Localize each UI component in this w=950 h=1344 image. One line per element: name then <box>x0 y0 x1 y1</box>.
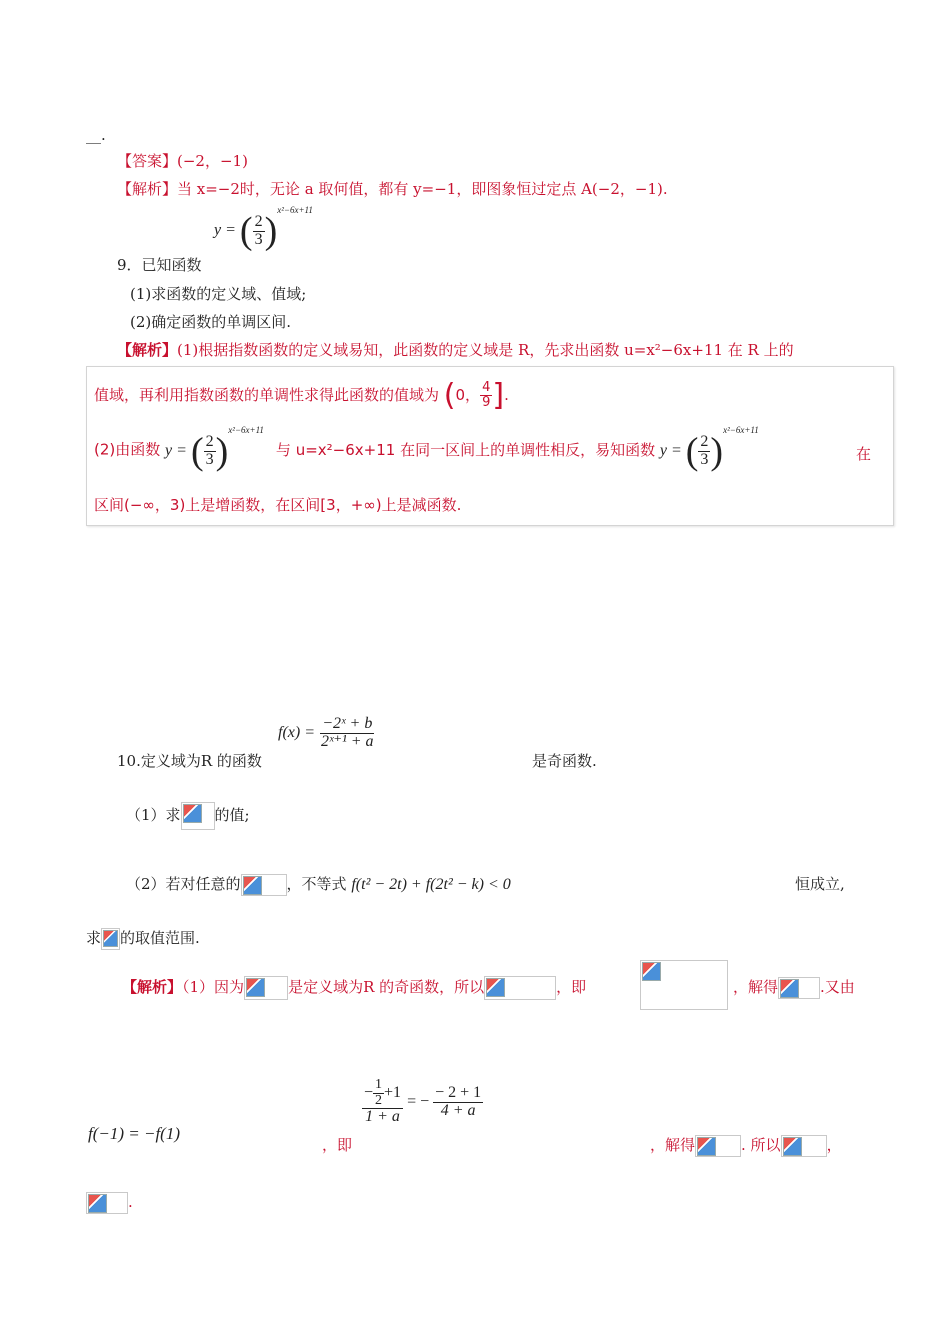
eq-neg: = − <box>407 1092 430 1110</box>
an-i: ， <box>826 1136 842 1154</box>
broken-image-icon <box>778 977 820 999</box>
an-c: ，即 <box>556 978 587 996</box>
q9-stem: 9．已知函数 <box>117 256 202 274</box>
q10-part1 <box>126 802 250 830</box>
analysis-text: 当 x=−2时，无论 a 取何值，都有 y=−1，即图象恒过定点 A(−2，−1). <box>177 180 668 198</box>
part2-d-b: 的取值范围. <box>120 929 200 947</box>
fx-num: −2ˣ + b <box>322 715 373 732</box>
lhs-post: +1 <box>384 1083 402 1101</box>
part2-b: ，不等式 <box>286 875 347 893</box>
broken-image-icon <box>181 802 215 830</box>
an-e: .又由 <box>820 978 855 996</box>
frac-num: 2 <box>254 212 263 230</box>
fx-den: 2ˣ⁺¹ + a <box>321 732 374 750</box>
range-num: 4 <box>482 380 491 396</box>
broken-image-icon <box>781 1135 827 1157</box>
formula-y-3: y = <box>659 441 682 459</box>
analysis-line2-text: 值域，再利用指数函数的单调性求得此函数的值域为 <box>94 386 440 404</box>
exponent: x²−6x+11 <box>277 204 313 215</box>
range-den: 9 <box>482 395 491 410</box>
frac-den: 3 <box>254 230 263 248</box>
an-d: ，解得 <box>733 978 779 996</box>
q8-analysis <box>117 178 668 199</box>
part2-c: 恒成立, <box>795 875 845 893</box>
fx-label: f(x) = <box>278 723 315 741</box>
q9-analysis-line1 <box>117 339 794 360</box>
an-g: ，解得 <box>650 1136 696 1154</box>
q10-analysis-line1b <box>733 976 855 999</box>
q9-analysis-line3: (2)由函数 y = ( $\frac{2}{3}$ )$^{x^2-6x+11}$ 与 u=x²−6x+11 在同一区间上的单调性相反，易知函数 y = ( $\frac{2}{3}$ )$^{x^2-6x+11}$ <box>94 424 759 472</box>
range-zero: 0， <box>455 386 481 404</box>
part2-d-a: 求 <box>86 929 102 947</box>
range-end: . <box>504 386 509 404</box>
an-a: （1）因为 <box>182 978 245 996</box>
analysis-tag: 【解析】 <box>117 180 178 198</box>
inequality: f(t² − 2t) + f(2t² − k) < 0 <box>351 876 511 893</box>
frac-den-2: 3 <box>205 450 214 468</box>
rhs-den: 4 + a <box>440 1101 476 1119</box>
q9-analysis-line2: 值域，再利用指数函数的单调性求得此函数的值域为 (0， $\frac{4}{9}$ ]. <box>94 378 509 413</box>
part2-a: （2）若对任意的 <box>126 875 241 893</box>
q10-fraction-eq <box>362 1078 483 1126</box>
q10-stem-a: 10.定义域为R 的函数 <box>117 752 262 770</box>
q10-analysis-line2 <box>650 1134 842 1157</box>
q9-part2: (2)确定函数的单调区间. <box>130 313 292 331</box>
q10-stem-b: 是奇函数. <box>532 752 597 770</box>
answer-tag: 【答案】 <box>117 152 178 170</box>
q8-answer <box>117 150 248 171</box>
part1-b: 的值; <box>214 806 250 824</box>
frac-num-3: 2 <box>700 432 709 450</box>
q9-formula: y = ( $\frac{2}{3}$ )$^{x^2-6x+11}$ <box>214 204 313 252</box>
q10-fx <box>278 716 376 751</box>
line3-b: 与 u=x²−6x+11 在同一区间上的单调性相反，易知函数 <box>275 440 656 459</box>
q10-analysis-line3 <box>86 1192 133 1214</box>
answer-value: (−2，−1) <box>177 152 248 170</box>
broken-image-icon <box>101 928 120 950</box>
exponent-2: x²−6x+11 <box>228 424 264 435</box>
an-b: 是定义域为R 的奇函数，所以 <box>288 978 485 996</box>
an-h: . 所以 <box>741 1136 781 1154</box>
broken-image-icon <box>244 976 288 1000</box>
analysis-text: (1)根据指数函数的定义域易知，此函数的定义域是 R，先求出函数 u=x²−6x+11 在 R 上的 <box>177 341 794 359</box>
q10-analysis-line1 <box>122 976 586 1000</box>
q9-analysis-line4: 区间(−∞，3)上是增函数，在区间[3，+∞)上是减函数. <box>94 496 462 514</box>
an-end: . <box>128 1193 133 1211</box>
blank-line: __. <box>86 126 106 144</box>
q10-part2-d <box>86 927 200 950</box>
formula-y: y = <box>214 221 236 239</box>
formula-y-2: y = <box>165 441 187 459</box>
broken-image-icon <box>484 976 556 1000</box>
analysis-tag: 【解析】 <box>117 341 178 359</box>
broken-image-icon <box>86 1192 128 1214</box>
lhs-pre: − <box>364 1083 374 1101</box>
frac-den-3: 3 <box>700 450 709 468</box>
an-f: ，即 <box>322 1136 353 1154</box>
q9-part1: (1)求函数的定义域、值域; <box>130 285 307 303</box>
rhs-num: − 2 + 1 <box>435 1083 482 1101</box>
frac-num-2: 2 <box>205 432 214 450</box>
line3-c: 在 <box>856 445 872 463</box>
lhs-top-den: 2 <box>375 1092 383 1108</box>
broken-image-icon <box>695 1135 741 1157</box>
exponent-3: x²−6x+11 <box>723 424 759 435</box>
lhs-top-num: 1 <box>375 1077 383 1092</box>
part1-a: （1）求 <box>126 806 181 824</box>
lhs-den: 1 + a <box>365 1108 400 1126</box>
f-equation: f(−1) = −f(1) <box>88 1124 181 1143</box>
q10-part2 <box>126 873 511 896</box>
analysis-tag: 【解析】 <box>122 978 183 996</box>
broken-image-icon <box>241 874 287 896</box>
line3-a: (2)由函数 <box>94 440 161 459</box>
broken-image-icon <box>640 960 728 1010</box>
